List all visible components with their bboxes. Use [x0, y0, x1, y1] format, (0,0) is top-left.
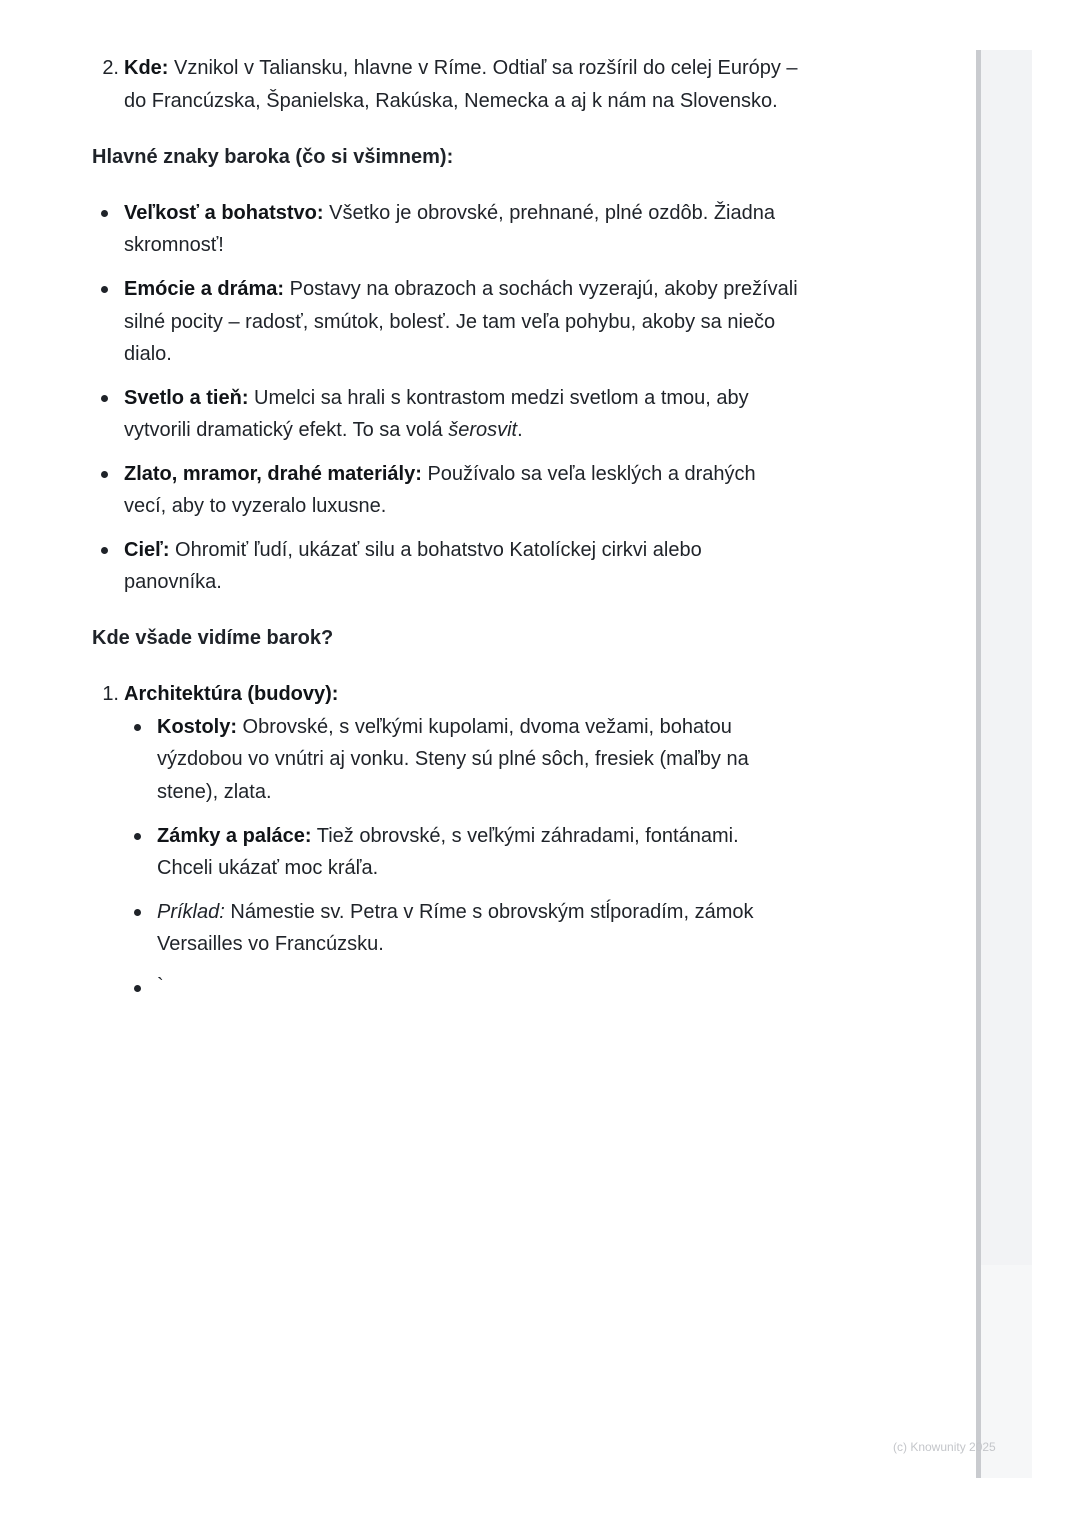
item-label: Kostoly:	[157, 716, 237, 738]
list-item-line	[124, 458, 756, 491]
section-heading: Kde všade vidíme barok?	[92, 627, 334, 649]
scrollbar[interactable]	[976, 50, 1032, 1478]
list-item-line: silné pocity – radosť, smútok, bolesť. Je tam veľa pohybu, akoby sa niečo	[124, 311, 776, 333]
item-text: Všetko je obrovské, prehnané, plné ozdôb. Žiadna	[323, 202, 775, 224]
bullet-icon	[134, 833, 141, 840]
list-item-line: stene), zlata.	[157, 781, 272, 803]
list-item-line: skromnosť!	[124, 234, 224, 256]
item-label: Zámky a paláce:	[157, 825, 312, 847]
list-number: 1.	[102, 683, 119, 705]
list-item-line: Chceli ukázať moc kráľa.	[157, 857, 379, 879]
copyright-footer: (c) Knowunity 2025	[893, 1440, 996, 1454]
item-label: Veľkosť a bohatstvo:	[124, 202, 324, 224]
item-italic-term: šerosvit	[448, 419, 518, 441]
item-text: Postavy na obrazoch a sochách vyzerajú, akoby prežívali	[284, 278, 798, 300]
list-item-line	[157, 711, 732, 744]
item-text: .	[517, 419, 523, 441]
list-item-line: panovníka.	[124, 571, 222, 593]
list-item-line	[157, 896, 753, 929]
list-item-line	[157, 820, 739, 853]
bullet-icon	[134, 724, 141, 731]
item-label: Architektúra (budovy):	[124, 683, 339, 705]
list-item-line	[124, 414, 523, 447]
item-label: Zlato, mramor, drahé materiály:	[124, 463, 422, 485]
item-italic-label: Príklad:	[157, 901, 225, 923]
bullet-icon	[101, 547, 108, 554]
bullet-icon	[134, 985, 141, 992]
list-item-line: dialo.	[124, 343, 172, 365]
scrollbar-edge	[976, 50, 981, 1478]
item-label: Cieľ:	[124, 539, 170, 561]
list-item-line: výzdobou vo vnútri aj vonku. Steny sú plné sôch, fresiek (maľby na	[157, 748, 749, 770]
list-item-line: vecí, aby to vyzeralo luxusne.	[124, 495, 387, 517]
item-text: Obrovské, s veľkými kupolami, dvoma vežami, bohatou	[237, 716, 732, 738]
bullet-icon	[101, 471, 108, 478]
item-text: Umelci sa hrali s kontrastom medzi svetlom a tmou, aby	[248, 387, 749, 409]
list-item-line: do Francúzska, Španielska, Rakúska, Nemecka a aj k nám na Slovensko.	[124, 90, 778, 112]
bullet-icon	[134, 909, 141, 916]
list-number: 2.	[102, 57, 119, 79]
item-label: Kde:	[124, 57, 169, 79]
item-label: Emócie a dráma:	[124, 278, 285, 300]
item-label: Svetlo a tieň:	[124, 387, 249, 409]
list-item-line	[124, 382, 749, 415]
list-item-line: `	[157, 975, 164, 997]
item-text: Ohromiť ľudí, ukázať silu a bohatstvo Katolíckej cirkvi alebo	[169, 539, 702, 561]
list-item-line	[124, 273, 798, 306]
list-item-line	[124, 197, 775, 230]
list-item-line	[124, 678, 338, 711]
item-text: vytvorili dramatický efekt. To sa volá	[124, 419, 449, 441]
bullet-icon	[101, 395, 108, 402]
item-text: Tiež obrovské, s veľkými záhradami, fontánami.	[311, 825, 739, 847]
item-text: Používalo sa veľa lesklých a drahých	[421, 463, 756, 485]
section-heading: Hlavné znaky baroka (čo si všimnem):	[92, 146, 454, 168]
bullet-icon	[101, 210, 108, 217]
item-text: Vznikol v Taliansku, hlavne v Ríme. Odtiaľ sa rozšíril do celej Európy –	[168, 57, 798, 79]
list-item-line: Versailles vo Francúzsku.	[157, 933, 384, 955]
item-text: Námestie sv. Petra v Ríme s obrovským stĺporadím, zámok	[224, 901, 754, 923]
list-item-line	[124, 52, 798, 85]
bullet-icon	[101, 286, 108, 293]
list-item-line	[124, 534, 702, 567]
